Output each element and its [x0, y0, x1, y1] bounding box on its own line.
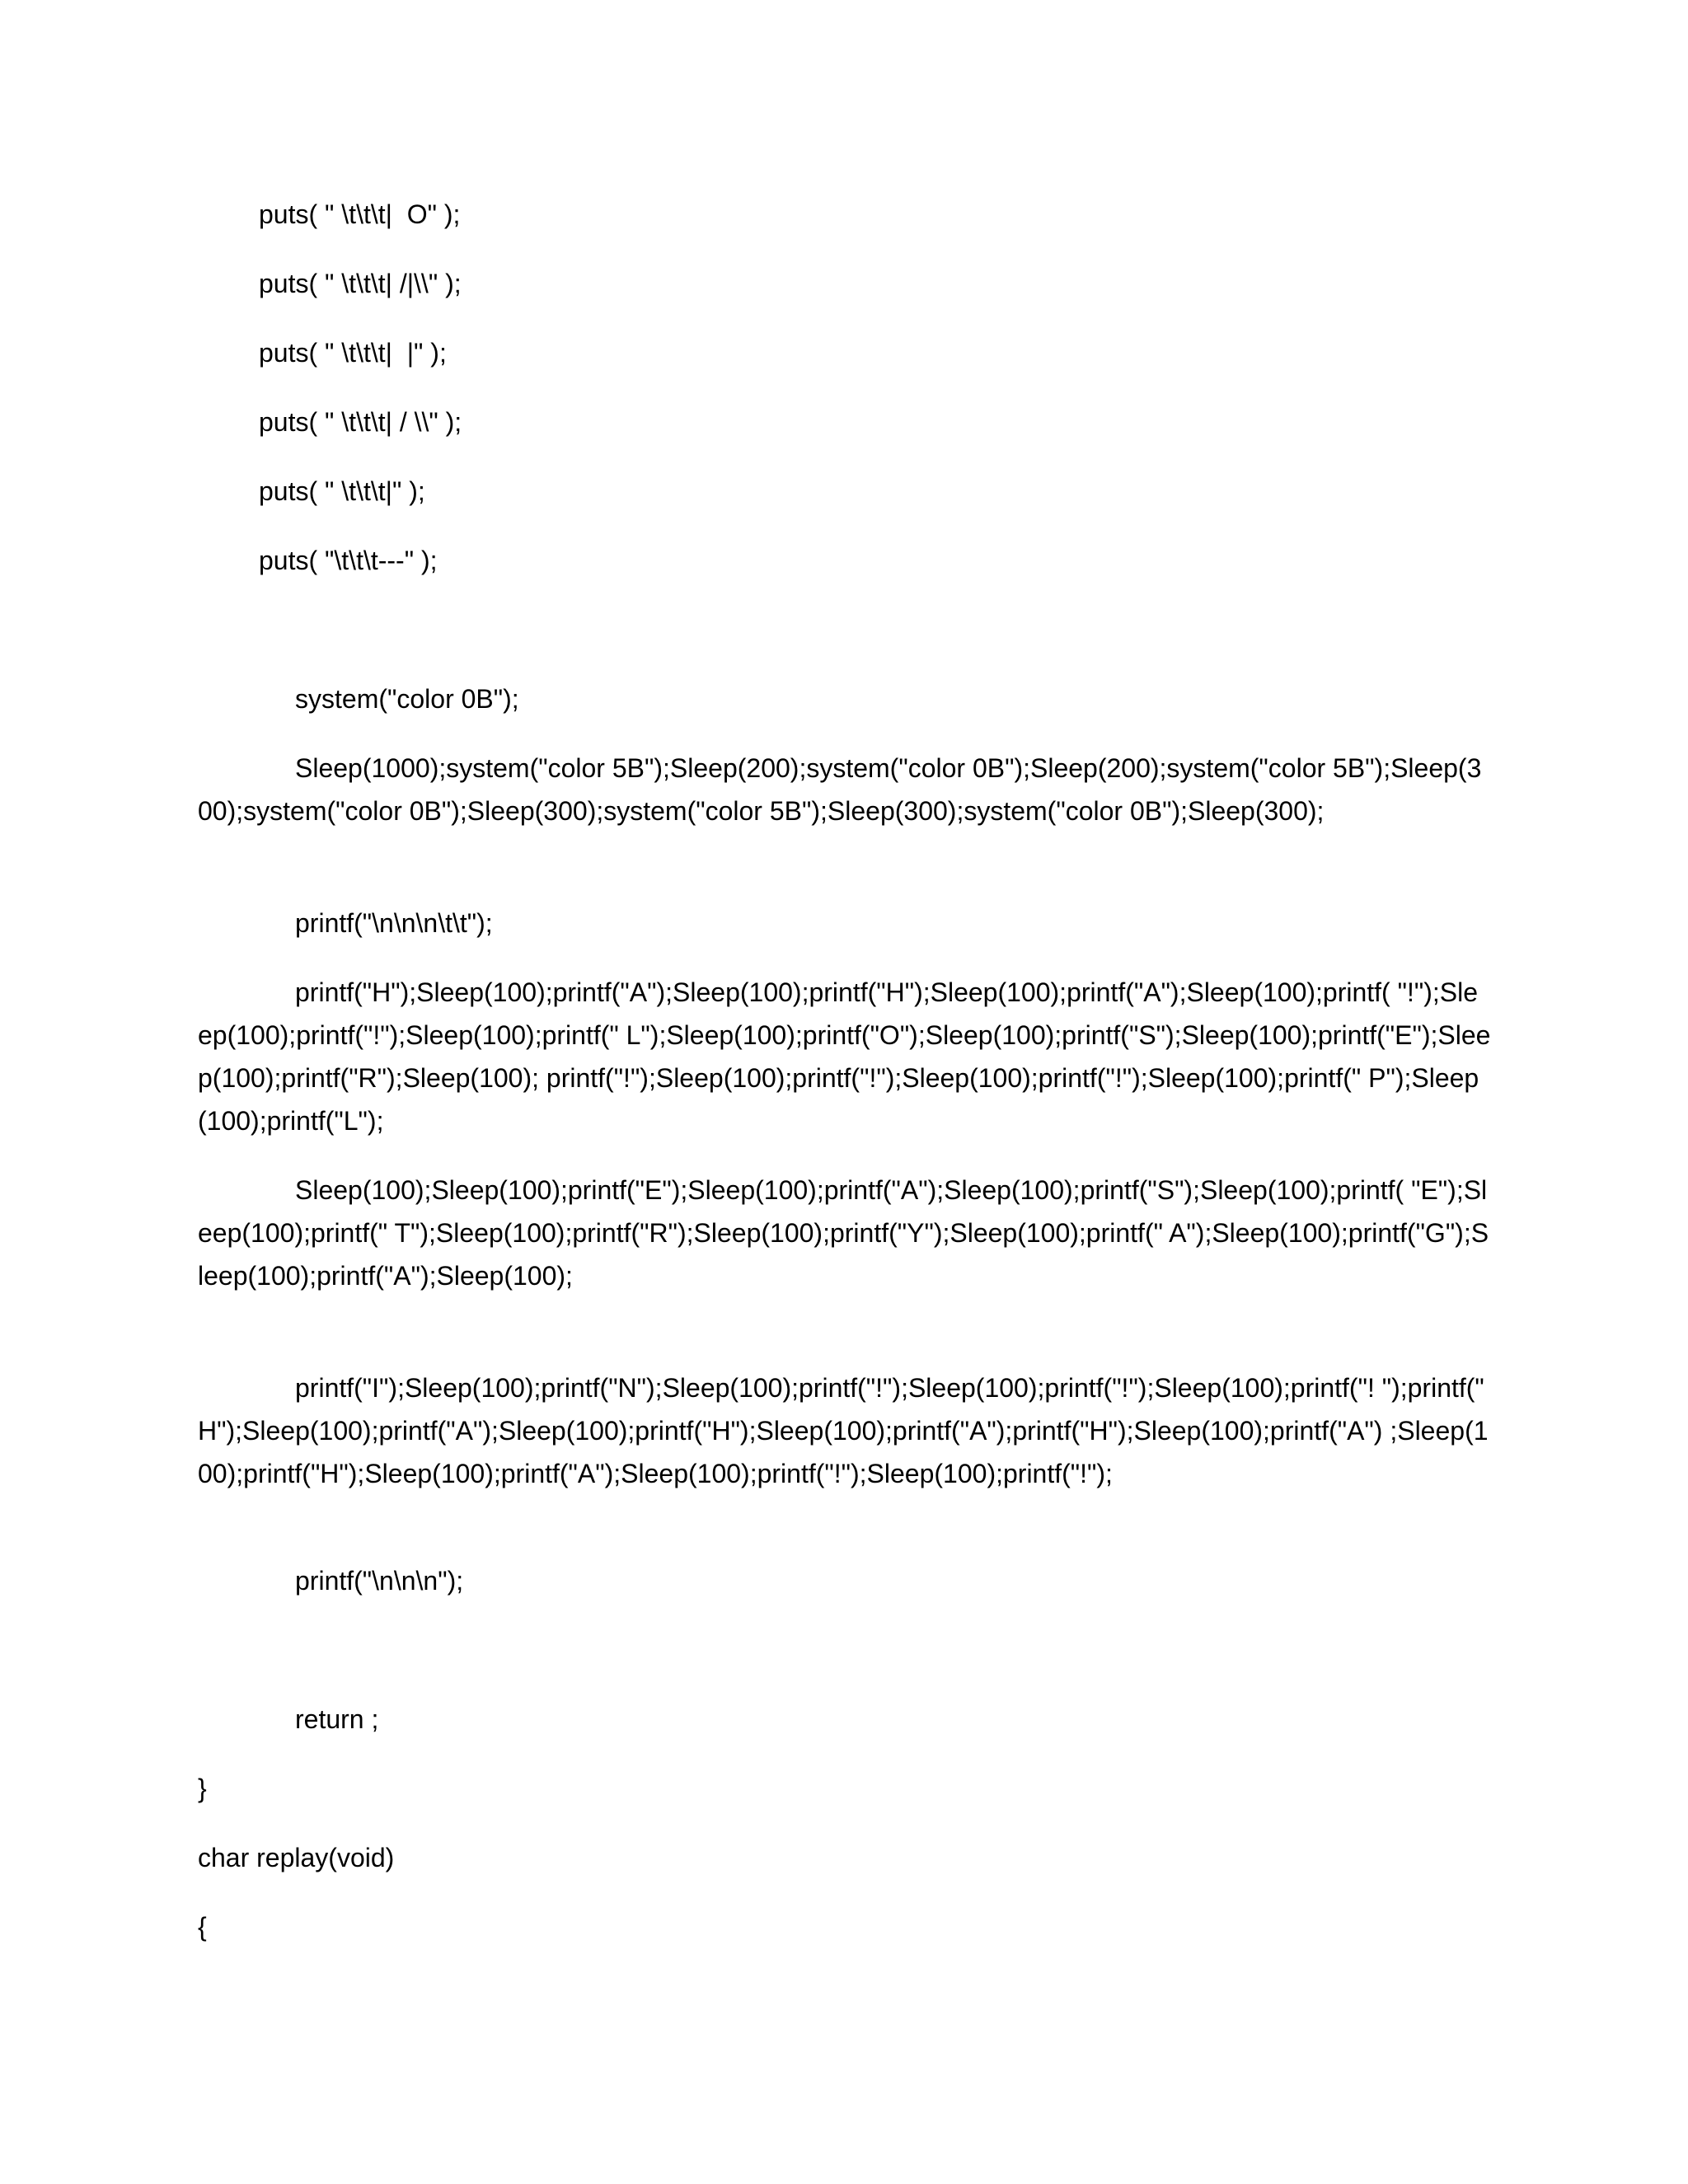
code-line: puts( " \t\t\t| /|\\" ); — [259, 269, 462, 298]
code-line: system("color 0B"); — [295, 684, 519, 714]
code-line: printf("\n\n\n\t\t"); — [295, 908, 493, 938]
code-paragraph: Sleep(1000);system("color 5B");Sleep(200);system("color 0B");Sleep(200);system("color 5B");Sleep(300);system("color 0B");Sleep(300);system("color 5B");Sleep(300);system("color 0B");Sleep(300); — [198, 753, 1482, 826]
code-paragraph: printf("I");Sleep(100);printf("N");Sleep(100);printf("!");Sleep(100);printf("!");Sleep(100);printf("! ");printf(" H");Sleep(100);printf("A");Sleep(100);printf("H");Sleep(100);printf("A");printf("H");Sleep(100);printf("A") ;Sleep(100);printf("H");Sleep(100);printf("A");Sleep(100);printf("!");Sleep(100);printf("!"); — [198, 1373, 1489, 1488]
code-line: } — [198, 1774, 207, 1803]
code-line: puts( " \t\t\t|" ); — [259, 476, 425, 506]
code-line: { — [198, 1912, 207, 1942]
code-line: puts( "\t\t\t---" ); — [259, 546, 438, 575]
code-line: puts( " \t\t\t| |" ); — [259, 338, 447, 368]
code-line: char replay(void) — [198, 1843, 395, 1872]
code-paragraph: printf("H");Sleep(100);printf("A");Sleep(100);printf("H");Sleep(100);printf("A");Sleep(100);printf( "!");Sleep(100);printf("!");Sleep(100);printf(" L");Sleep(100);printf("O");Sleep(100);printf("S");Sleep(100);printf("E");Sleep(100);printf("R");Sleep(100); printf("!");Sleep(100);printf("!");Sleep(100);printf("!");Sleep(100);printf(" P");Sleep(100);printf("L"); — [198, 977, 1491, 1136]
code-paragraph: Sleep(100);Sleep(100);printf("E");Sleep(100);printf("A");Sleep(100);printf("S");Sleep(100);printf( "E");Sleep(100);printf(" T");Sleep(100);printf("R");Sleep(100);printf("Y");Sleep(100);printf(" A");Sleep(100);printf("G");Sleep(100);printf("A");Sleep(100); — [198, 1175, 1489, 1291]
code-line: puts( " \t\t\t| / \\" ); — [259, 407, 462, 437]
code-line: return ; — [295, 1704, 379, 1734]
code-line: printf("\n\n\n"); — [295, 1566, 464, 1596]
code-line: puts( " \t\t\t| O" ); — [259, 199, 461, 229]
